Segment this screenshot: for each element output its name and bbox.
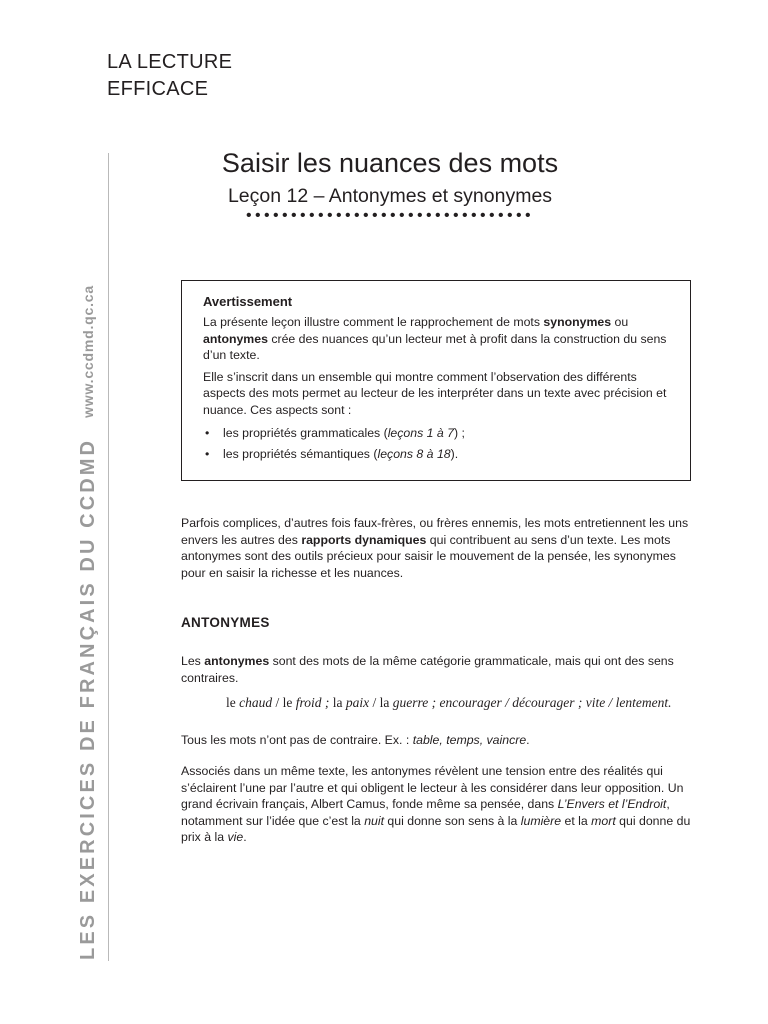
side-series-label <box>68 285 108 960</box>
series-url: www.ccdmd.qc.ca <box>80 285 96 418</box>
example-line: le chaud / le froid ; la paix / la guerre ; encourager / décourager ; vite / lentement. <box>226 695 672 710</box>
no-contrary-paragraph: Tous les mots n’ont pas de contraire. Ex. : table, temps, vaincre. <box>181 733 530 747</box>
camus-paragraph: Associés dans un même texte, les antonymes révèlent une tension entre des réalités qui s’éclairent l’une par l’autre et qui obligent le lecteur à les considérer dans leur opposition. Un grand écrivain français, Albert Camus, fonde même sa pensée, dans L’Envers et l’Endroit, notamment sur l’idée que c’est la nuit qui donne son sens à la lumière et la mort qui donne du prix à la vie. <box>181 764 691 844</box>
intro-paragraph: Parfois complices, d’autres fois faux-frères, ou frères ennemis, les mots entretiennent les uns envers les autres des rapports dynamiques qui contribuent au sens d’un texte. Les mots antonymes sont des outils précieux pour saisir le mouvement de la pensée, les synonymes pour en saisir la richesse et les nuances. <box>181 516 689 580</box>
document-header <box>107 49 232 103</box>
aspects-list <box>203 423 668 465</box>
notice-box <box>181 280 691 481</box>
notice-title: Avertissement <box>203 294 293 309</box>
list-item: • les propriétés sémantiques (leçons 8 à 18). <box>203 444 668 465</box>
section-heading: ANTONYMES <box>181 615 270 630</box>
definition-paragraph: Les antonymes sont des mots de la même catégorie grammaticale, mais qui ont des sens contraires. <box>181 654 674 685</box>
title-block <box>120 143 660 222</box>
side-rule <box>108 153 109 961</box>
notice-paragraph-1: La présente leçon illustre comment le rapprochement de mots synonymes ou antonymes crée des nuances qu’un lecteur met à profit dans la construction du sens d’un texte. <box>203 315 667 362</box>
dotted-divider: •••••••••••••••••••••••••••••••• <box>245 207 535 224</box>
header-line-1: LA LECTURE <box>107 51 233 73</box>
bullet-icon: • <box>205 426 210 440</box>
series-name: LES EXERCICES DE FRANÇAIS DU CCDMD <box>76 437 99 960</box>
lesson-subtitle: Leçon 12 – Antonymes et synonymes <box>227 185 553 207</box>
list-item: • les propriétés grammaticales (leçons 1 à 7) ; <box>203 423 668 444</box>
bullet-icon: • <box>205 447 210 461</box>
header-line-2: EFFICACE <box>107 78 209 100</box>
notice-paragraph-2: Elle s’inscrit dans un ensemble qui montre comment l’observation des différents aspects des mots permet au lecteur de les interpréter dans un texte avec précision et nuance. Ces aspects sont : <box>203 369 667 417</box>
page-title: Saisir les nuances des mots <box>221 148 559 178</box>
